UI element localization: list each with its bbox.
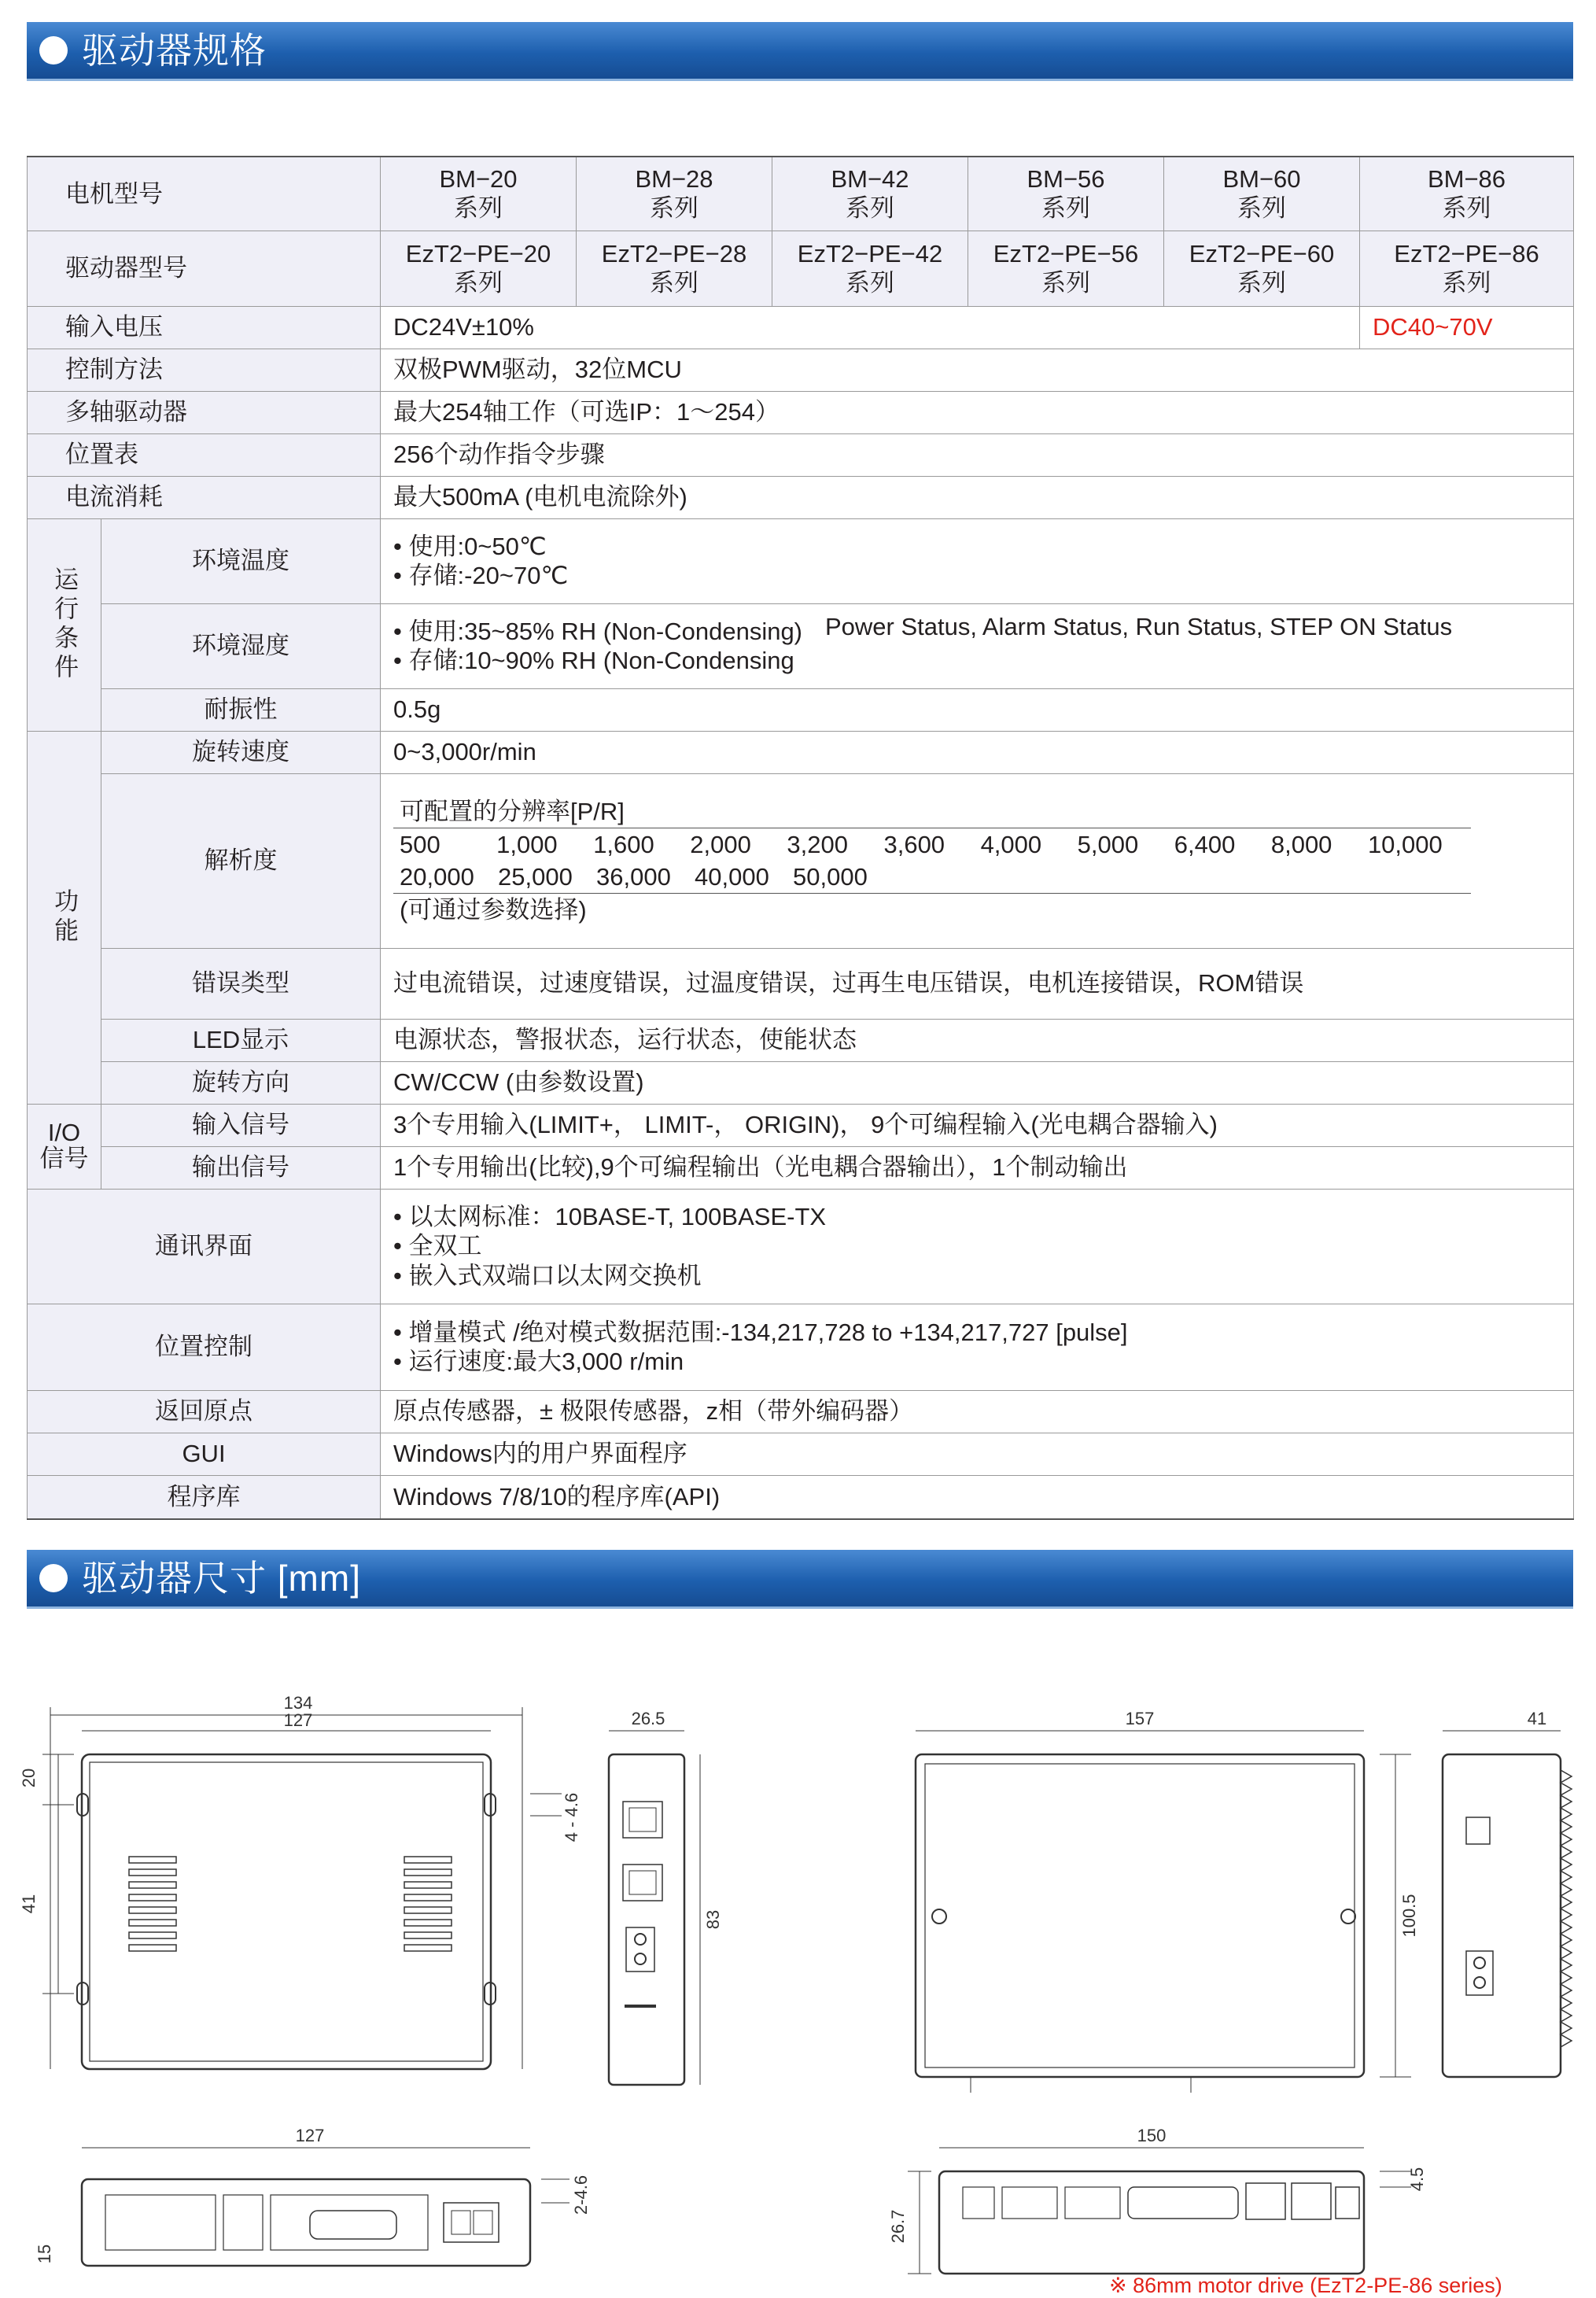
position-table-row <box>28 433 1574 476</box>
row-value: 最大500mA (电机电流除外) <box>381 476 1574 518</box>
row-label: 位置表 <box>28 433 381 476</box>
comm-row <box>28 1189 1574 1304</box>
operating-group-label: 运行条件 <box>28 518 101 731</box>
large-drive-side-view <box>1443 1731 1572 2077</box>
motor-model-cell: BM−60 系列 <box>1164 157 1360 231</box>
humidity-row <box>28 603 1574 688</box>
led-row <box>28 1019 1574 1061</box>
status-list-text: Power Status, Alarm Status, Run Status, STEP ON Status <box>825 612 1453 640</box>
row-value: • 使用:0~50℃ • 存储:-20~70℃ <box>381 518 1574 603</box>
input-voltage-row <box>28 306 1574 349</box>
motor-model-cell: BM−20 系列 <box>381 157 577 231</box>
row-value: 256个动作指令步骤 <box>381 433 1574 476</box>
row-value: 0.5g <box>381 688 1574 731</box>
small-drive-side-view <box>609 1731 700 2085</box>
small-drive-bottom-view <box>82 2148 569 2266</box>
row-label: 通讯界面 <box>28 1189 381 1304</box>
control-row <box>28 349 1574 391</box>
spec-table <box>27 156 1574 1520</box>
temperature-row <box>28 518 1574 603</box>
dim-26-7: 26.7 <box>888 2209 908 2244</box>
driver-model-cell: EzT2−PE−20 系列 <box>381 231 577 306</box>
row-value: • 使用:35~85% RH (Non-Condensing) • 存储:10~90% RH (Non-Condensing Power Status, Alarm Status, Run Status, STEP ON Status <box>381 603 1574 688</box>
resolution-list-2: 20,000 25,000 36,000 40,000 50,000 <box>400 863 868 891</box>
multi-axis-row <box>28 391 1574 433</box>
dim-15: 15 <box>35 2244 54 2264</box>
row-value: DC24V±10% <box>381 306 1360 349</box>
direction-row <box>28 1061 1574 1104</box>
row-label: 输出信号 <box>101 1146 381 1189</box>
errors-row <box>28 948 1574 1019</box>
resolution-footer: (可通过参数选择) <box>393 893 1471 926</box>
speed-row <box>28 731 1574 773</box>
row-label: 电流消耗 <box>28 476 381 518</box>
small-drive-front-view <box>42 1707 562 2069</box>
driver-model-row <box>28 231 1574 306</box>
row-value: CW/CCW (由参数设置) <box>381 1061 1574 1104</box>
library-row <box>28 1475 1574 1519</box>
row-value: 0~3,000r/min <box>381 731 1574 773</box>
resolution-table <box>393 795 1471 927</box>
driver-model-cell: EzT2−PE−42 系列 <box>772 231 968 306</box>
section-title: 驱动器尺寸 [mm] <box>82 1558 361 1599</box>
row-label: 旋转方向 <box>101 1061 381 1104</box>
dim-157: 157 <box>1125 1709 1155 1728</box>
bullet-dot-icon <box>39 1564 68 1592</box>
row-label: 耐振性 <box>101 688 381 731</box>
resolution-row <box>28 773 1574 948</box>
row-value: 最大254轴工作（可选IP：1〜254） <box>381 391 1574 433</box>
row-label: 旋转速度 <box>101 731 381 773</box>
io-group-label: I/O 信号 <box>28 1104 101 1189</box>
driver-model-cell: EzT2−PE−60 系列 <box>1164 231 1360 306</box>
row-label: 错误类型 <box>101 948 381 1019</box>
row-label: 多轴驱动器 <box>28 391 381 433</box>
driver-model-cell: EzT2−PE−86 系列 <box>1360 231 1574 306</box>
dim-41: 41 <box>19 1894 39 1914</box>
row-value-86: DC40~70V <box>1360 306 1574 349</box>
driver-model-cell: EzT2−PE−28 系列 <box>577 231 772 306</box>
row-label: 返回原点 <box>28 1390 381 1433</box>
section-header-specs <box>27 22 1573 81</box>
dim-41-side: 41 <box>1527 1709 1547 1728</box>
row-label: LED显示 <box>101 1019 381 1061</box>
footnote: ※ 86mm motor drive (EzT2-PE-86 series) <box>1109 2274 1502 2297</box>
motor-model-label: 电机型号 <box>28 157 381 231</box>
resolution-cell <box>381 773 1574 948</box>
row-value: Windows内的用户界面程序 <box>381 1433 1574 1475</box>
resolution-header: 可配置的分辨率[P/R] <box>393 795 1471 828</box>
motor-model-cell: BM−86 系列 <box>1360 157 1574 231</box>
row-value: Windows 7/8/10的程序库(API) <box>381 1475 1574 1519</box>
row-label: 解析度 <box>101 773 381 948</box>
row-label: 输入信号 <box>101 1104 381 1146</box>
resolution-list-1: 500 1,000 1,600 2,000 3,200 3,600 4,000 5,000 6,400 8,000 10,000 <box>400 830 1443 858</box>
motor-model-cell: BM−42 系列 <box>772 157 968 231</box>
row-value: • 增量模式 /绝对模式数据范围:-134,217,728 to +134,217,727 [pulse] • 运行速度:最大3,000 r/min <box>381 1304 1574 1390</box>
row-value: 原点传感器，± 极限传感器，z相（带外编码器） <box>381 1390 1574 1433</box>
row-value: 双极PWM驱动，32位MCU <box>381 349 1574 391</box>
dim-150: 150 <box>1137 2126 1167 2145</box>
row-label: 位置控制 <box>28 1304 381 1390</box>
row-label: 控制方法 <box>28 349 381 391</box>
dim-26-5: 26.5 <box>631 1709 665 1728</box>
driver-model-label: 驱动器型号 <box>28 231 381 306</box>
large-drive-bottom-view <box>908 2148 1411 2274</box>
dim-2-4-6: 2-4.6 <box>571 2174 591 2215</box>
row-label: 输入电压 <box>28 306 381 349</box>
function-group-label: 功能 <box>28 731 101 1104</box>
homing-row <box>28 1390 1574 1433</box>
row-value: 3个专用输入(LIMIT+， LIMIT-， ORIGIN)， 9个可编程输入(光电耦合器输入) <box>381 1104 1574 1146</box>
bullet-dot-icon <box>39 36 68 65</box>
dimension-drawings <box>19 1691 1573 2289</box>
section-title: 驱动器规格 <box>82 30 267 71</box>
row-value: • 以太网标准：10BASE-T, 100BASE-TX • 全双工 • 嵌入式双端口以太网交换机 <box>381 1189 1574 1304</box>
current-row <box>28 476 1574 518</box>
row-label: 环境温度 <box>101 518 381 603</box>
large-drive-front-view <box>916 1731 1411 2093</box>
row-value: 电源状态，警报状态，运行状态，使能状态 <box>381 1019 1574 1061</box>
dim-83: 83 <box>703 1909 723 1930</box>
row-value: 1个专用输出(比较),9个可编程输出（光电耦合器输出），1个制动输出 <box>381 1146 1574 1189</box>
motor-model-cell: BM−28 系列 <box>577 157 772 231</box>
input-signal-row <box>28 1104 1574 1146</box>
motor-model-cell: BM−56 系列 <box>968 157 1164 231</box>
motor-model-row <box>28 157 1574 231</box>
driver-model-cell: EzT2−PE−56 系列 <box>968 231 1164 306</box>
dim-20: 20 <box>19 1768 39 1788</box>
gui-row <box>28 1433 1574 1475</box>
row-label: 程序库 <box>28 1475 381 1519</box>
output-signal-row <box>28 1146 1574 1189</box>
dim-100-5: 100.5 <box>1399 1894 1419 1938</box>
dim-127: 127 <box>283 1710 313 1730</box>
dim-134: 134 <box>283 1693 313 1713</box>
section-header-dimensions <box>27 1550 1573 1609</box>
row-label: 环境湿度 <box>101 603 381 688</box>
dim-127-bottom: 127 <box>295 2126 325 2145</box>
dim-4-4-6: 4 - 4.6 <box>562 1792 581 1842</box>
position-control-row <box>28 1304 1574 1390</box>
row-value: 过电流错误，过速度错误，过温度错误，过再生电压错误，电机连接错误，ROM错误 <box>381 948 1574 1019</box>
dim-4-5: 4.5 <box>1407 2167 1427 2192</box>
row-label: GUI <box>28 1433 381 1475</box>
vibration-row <box>28 688 1574 731</box>
